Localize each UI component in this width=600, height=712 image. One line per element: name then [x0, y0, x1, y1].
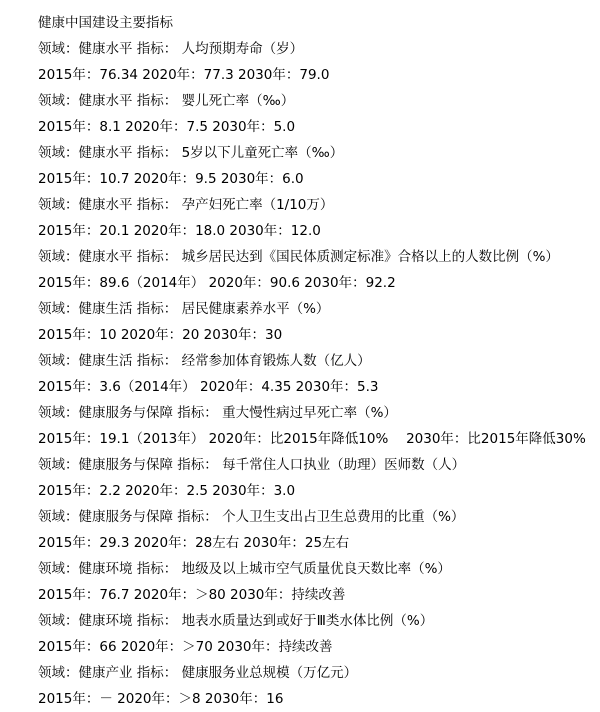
values-line: 2015年：20.1 2020年：18.0 2030年：12.0 — [38, 223, 321, 239]
indicator-line: 领域：健康水平 指标： 人均预期寿命（岁） — [38, 41, 304, 57]
indicator-line: 领域：健康环境 指标： 地级及以上城市空气质量优良天数比率（%） — [38, 561, 451, 577]
values-line: 2015年：89.6（2014年） 2020年：90.6 2030年：92.2 — [38, 275, 396, 291]
values-line: 2015年：10 2020年：20 2030年：30 — [38, 327, 283, 343]
indicator-line: 领域：健康水平 指标： 5岁以下儿童死亡率（‰） — [38, 145, 344, 161]
indicator-line: 领域：健康生活 指标： 居民健康素养水平（%） — [38, 301, 330, 317]
values-line: 2015年：－ 2020年：＞8 2030年：16 — [38, 691, 284, 707]
indicator-line: 领域：健康环境 指标： 地表水质量达到或好于Ⅲ类水体比例（%） — [38, 613, 434, 629]
values-line: 2015年：76.7 2020年：＞80 2030年：持续改善 — [38, 587, 346, 603]
values-line: 2015年：2.2 2020年：2.5 2030年：3.0 — [38, 483, 296, 499]
indicator-line: 领域：健康产业 指标： 健康服务业总规模（万亿元） — [38, 665, 358, 681]
indicator-line: 领域：健康服务与保障 指标： 重大慢性病过早死亡率（%） — [38, 405, 397, 421]
indicator-line: 领域：健康水平 指标： 孕产妇死亡率（1/10万） — [38, 197, 334, 213]
values-line: 2015年：8.1 2020年：7.5 2030年：5.0 — [38, 119, 296, 135]
values-line: 2015年：19.1（2013年） 2020年：比2015年降低10% 2030年：比2015年降低30% — [38, 431, 586, 447]
page-title: 健康中国建设主要指标 — [38, 15, 173, 31]
indicator-line: 领域：健康水平 指标： 城乡居民达到《国民体质测定标准》合格以上的人数比例（%） — [38, 249, 559, 265]
indicator-line: 领域：健康生活 指标： 经常参加体育锻炼人数（亿人） — [38, 353, 371, 369]
values-line: 2015年：3.6（2014年） 2020年：4.35 2030年：5.3 — [38, 379, 379, 395]
values-line: 2015年：10.7 2020年：9.5 2030年：6.0 — [38, 171, 304, 187]
values-line: 2015年：29.3 2020年：28左右 2030年：25左右 — [38, 535, 350, 551]
indicator-line: 领域：健康服务与保障 指标： 每千常住人口执业（助理）医师数（人） — [38, 457, 466, 473]
values-line: 2015年：66 2020年：＞70 2030年：持续改善 — [38, 639, 333, 655]
values-line: 2015年：76.34 2020年：77.3 2030年：79.0 — [38, 67, 330, 83]
indicator-line: 领域：健康水平 指标： 婴儿死亡率（‰） — [38, 93, 295, 109]
indicator-line: 领域：健康服务与保障 指标： 个人卫生支出占卫生总费用的比重（%） — [38, 509, 465, 525]
